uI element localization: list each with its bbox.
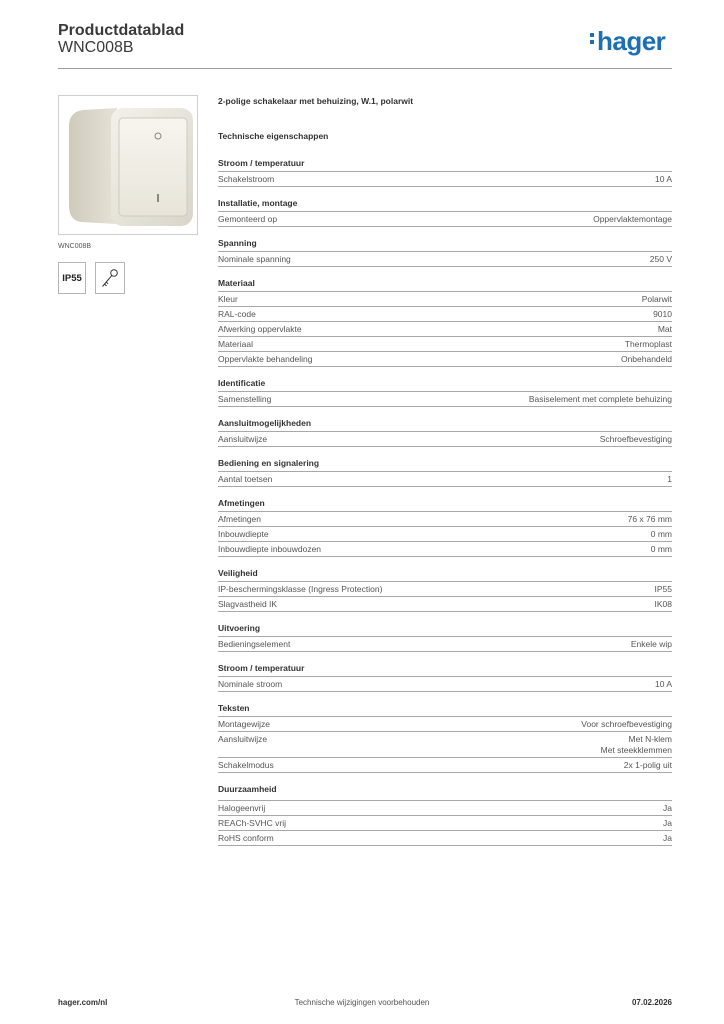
spec-label: IP-beschermingsklasse (Ingress Protection) — [218, 584, 383, 594]
spec-row — [218, 831, 672, 846]
spec-row — [218, 337, 672, 352]
spec-label: Inbouwdiepte — [218, 529, 269, 539]
spec-row — [218, 432, 672, 447]
spec-value-line: 9010 — [653, 309, 672, 319]
spec-value-line: Thermoplast — [624, 339, 672, 349]
spec-label: Aansluitwijze — [218, 734, 268, 744]
spec-value-line: Ja — [663, 833, 672, 843]
spec-value-line: Schroefbevestiging — [599, 434, 672, 444]
spec-label: Slagvastheid IK — [218, 599, 278, 609]
spec-section — [218, 623, 672, 652]
spec-value-line: 250 V — [649, 254, 672, 264]
spec-label: RoHS conform — [218, 833, 274, 843]
spec-row — [218, 252, 672, 267]
spec-value — [655, 174, 672, 185]
spec-label: Schakelmodus — [218, 760, 274, 770]
specifications — [218, 96, 672, 857]
spec-value — [663, 833, 672, 844]
spec-value-line: Voor schroefbevestiging — [581, 719, 672, 729]
spec-label: Oppervlakte behandeling — [218, 354, 313, 364]
spec-value-line: 76 x 76 mm — [627, 514, 672, 524]
hager-logo — [590, 27, 665, 55]
spec-value — [655, 599, 673, 610]
spec-section-title: Aansluitmogelijkheden — [218, 418, 672, 432]
spec-label: REACh-SVHC vrij — [218, 818, 287, 828]
spec-section — [218, 158, 672, 187]
spec-section-title: Spanning — [218, 238, 672, 252]
spec-label: Aantal toetsen — [218, 474, 273, 484]
spec-value — [642, 294, 672, 305]
spec-label: Materiaal — [218, 339, 253, 349]
spec-section-title: Stroom / temperatuur — [218, 663, 672, 677]
spec-section — [218, 198, 672, 227]
spec-row — [218, 542, 672, 557]
spec-row — [218, 597, 672, 612]
spec-value-line: 10 A — [654, 679, 672, 689]
spec-value-line: Ja — [663, 818, 672, 828]
spec-row — [218, 758, 672, 773]
ip-rating-badge: IP55 — [58, 262, 86, 294]
spec-section-title: Installatie, montage — [218, 198, 672, 212]
spec-section — [218, 703, 672, 773]
spec-label: Samenstelling — [218, 394, 272, 404]
logo-text: hager — [597, 26, 666, 56]
spec-row — [218, 637, 672, 652]
spec-row — [218, 352, 672, 367]
spec-section — [218, 418, 672, 447]
spec-value-line: Met N-klem — [628, 734, 672, 744]
spec-value-line: 1 — [667, 474, 672, 484]
spec-value-line: Enkele wip — [630, 639, 672, 649]
spec-section-title: Teksten — [218, 703, 672, 717]
spec-value — [653, 309, 672, 320]
spec-value — [621, 354, 672, 365]
spec-value-line: 0 mm — [650, 529, 672, 539]
spec-section — [218, 663, 672, 692]
spec-section-title: Afmetingen — [218, 498, 672, 512]
spec-label: Gemonteerd op — [218, 214, 278, 224]
switch-photo-icon — [59, 96, 197, 234]
spec-section — [218, 498, 672, 557]
footer-website: hager.com/nl — [58, 998, 108, 1007]
spec-value — [601, 734, 672, 756]
spec-value — [631, 639, 672, 650]
spec-row — [218, 512, 672, 527]
spec-sections — [218, 158, 672, 846]
footer-date: 07.02.2026 — [631, 998, 672, 1007]
spec-value-line: Basiselement met complete behuizing — [528, 394, 672, 404]
spec-section — [218, 784, 672, 846]
spec-value-line: Onbehandeld — [620, 354, 672, 364]
spec-row — [218, 801, 672, 816]
header-divider — [58, 68, 672, 69]
spec-value — [667, 474, 672, 485]
spec-value — [529, 394, 672, 405]
spec-row — [218, 732, 672, 758]
spec-label: Schakelstroom — [218, 174, 275, 184]
spec-section — [218, 238, 672, 267]
logo-dots-icon — [590, 30, 595, 47]
spec-value — [628, 514, 672, 525]
spec-row — [218, 307, 672, 322]
spec-value — [650, 254, 672, 265]
spec-row — [218, 212, 672, 227]
spec-label: RAL-code — [218, 309, 256, 319]
spec-row — [218, 392, 672, 407]
spec-value-line: 10 A — [654, 174, 672, 184]
spec-section-title: Materiaal — [218, 278, 672, 292]
spec-value-line: Oppervlaktemontage — [593, 214, 672, 224]
section-heading: Technische eigenschappen — [218, 131, 329, 141]
spec-value — [663, 803, 672, 814]
spec-value — [651, 529, 672, 540]
spec-value-line: Polarwit — [641, 294, 672, 304]
spec-value-line: 0 mm — [650, 544, 672, 554]
spec-label: Montagewijze — [218, 719, 270, 729]
spec-label: Nominale stroom — [218, 679, 283, 689]
spec-section-title: Uitvoering — [218, 623, 672, 637]
page-title: Productdatablad — [58, 22, 185, 39]
spec-section — [218, 458, 672, 487]
spec-label: Kleur — [218, 294, 238, 304]
image-caption: WNC008B — [58, 243, 92, 250]
spec-value-line: Ja — [663, 803, 672, 813]
spec-value — [655, 679, 672, 690]
spec-row — [218, 172, 672, 187]
spec-row — [218, 677, 672, 692]
spec-value-line: Mat — [657, 324, 672, 334]
spec-value — [593, 214, 672, 225]
spec-value-line: Met steekklemmen — [600, 745, 672, 755]
spec-value — [651, 544, 672, 555]
spec-value — [655, 584, 673, 595]
spec-value — [658, 324, 672, 335]
product-image — [58, 95, 198, 235]
spec-label: Afmetingen — [218, 514, 261, 524]
spec-row — [218, 322, 672, 337]
spec-value — [581, 719, 672, 730]
spec-label: Halogeenvrij — [218, 803, 266, 813]
spec-row — [218, 582, 672, 597]
spec-section-title: Stroom / temperatuur — [218, 158, 672, 172]
spec-label: Afwerking oppervlakte — [218, 324, 302, 334]
product-description: 2-polige schakelaar met behuizing, W.1, polarwit — [218, 96, 414, 106]
spec-value — [624, 760, 672, 771]
spec-label: Inbouwdiepte inbouwdozen — [218, 544, 322, 554]
spec-value — [625, 339, 672, 350]
spec-section — [218, 568, 672, 612]
spec-label: Aansluitwijze — [218, 434, 268, 444]
product-code: WNC008B — [58, 39, 134, 56]
spec-section-title: Duurzaamheid — [218, 784, 672, 801]
spec-section-title: Veiligheid — [218, 568, 672, 582]
spec-row — [218, 292, 672, 307]
spec-value-line: IP55 — [654, 584, 672, 594]
spec-section-title: Bediening en signalering — [218, 458, 672, 472]
spec-section-title: Identificatie — [218, 378, 672, 392]
spec-row — [218, 717, 672, 732]
spec-value — [663, 818, 672, 829]
spec-row — [218, 816, 672, 831]
spec-section — [218, 378, 672, 407]
spec-row — [218, 527, 672, 542]
spec-label: Bedieningselement — [218, 639, 291, 649]
footer-disclaimer: Technische wijzigingen voorbehouden — [294, 998, 430, 1007]
spec-value-line: IK08 — [654, 599, 672, 609]
spec-value — [600, 434, 672, 445]
spec-row — [218, 472, 672, 487]
spec-section — [218, 278, 672, 367]
spec-label: Nominale spanning — [218, 254, 291, 264]
key-icon — [95, 262, 125, 294]
spec-value-line: 2x 1-polig uit — [623, 760, 672, 770]
